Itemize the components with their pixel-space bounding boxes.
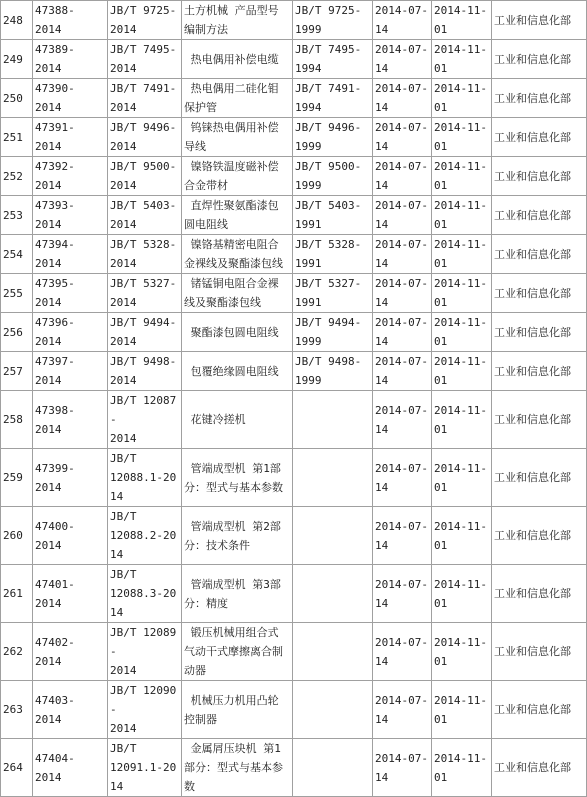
issue-date-cell: 2014-07- 14: [373, 391, 432, 449]
table-row: [1, 681, 587, 739]
standard-number-cell: JB/T 12088.2-2014: [108, 507, 182, 565]
row-number-cell: 248: [1, 1, 33, 40]
table-row: [1, 118, 587, 157]
standard-name-cell: 机械压力机用凸轮 控制器: [182, 681, 293, 739]
standard-number-cell: JB/T 9500- 2014: [108, 157, 182, 196]
replaced-standard-cell: JB/T 7495- 1994: [293, 40, 373, 79]
implementation-date-cell: 2014-11- 01: [432, 352, 492, 391]
standard-number-cell: JB/T 7491- 2014: [108, 79, 182, 118]
standard-number-cell: JB/T 12088.1-2014: [108, 449, 182, 507]
standard-number-cell: JB/T 12089- 2014: [108, 623, 182, 681]
record-code-cell: 47401- 2014: [33, 565, 108, 623]
implementation-date-cell: 2014-11- 01: [432, 391, 492, 449]
row-number-cell: 250: [1, 79, 33, 118]
row-number-cell: 251: [1, 118, 33, 157]
row-number-cell: 264: [1, 739, 33, 797]
department-cell: 工业和信息化部: [492, 681, 587, 739]
issue-date-cell: 2014-07- 14: [373, 157, 432, 196]
row-number-cell: 249: [1, 40, 33, 79]
row-number-cell: 257: [1, 352, 33, 391]
standard-name-cell: 镍铬基精密电阻合 金裸线及聚酯漆包线: [182, 235, 293, 274]
standard-name-cell: 直焊性聚氨酯漆包 圆电阻线: [182, 196, 293, 235]
standard-name-cell: 热电偶用补偿电缆: [182, 40, 293, 79]
standard-number-cell: JB/T 9498- 2014: [108, 352, 182, 391]
record-code-cell: 47399- 2014: [33, 449, 108, 507]
table-row: [1, 235, 587, 274]
row-number-cell: 260: [1, 507, 33, 565]
issue-date-cell: 2014-07- 14: [373, 79, 432, 118]
replaced-standard-cell: [293, 623, 373, 681]
implementation-date-cell: 2014-11- 01: [432, 1, 492, 40]
implementation-date-cell: 2014-11- 01: [432, 313, 492, 352]
department-cell: 工业和信息化部: [492, 739, 587, 797]
record-code-cell: 47391- 2014: [33, 118, 108, 157]
department-cell: 工业和信息化部: [492, 40, 587, 79]
standard-name-cell: 管端成型机 第3部 分：精度: [182, 565, 293, 623]
record-code-cell: 47389- 2014: [33, 40, 108, 79]
row-number-cell: 254: [1, 235, 33, 274]
record-code-cell: 47388- 2014: [33, 1, 108, 40]
record-code-cell: 47402- 2014: [33, 623, 108, 681]
issue-date-cell: 2014-07- 14: [373, 235, 432, 274]
standard-name-cell: 土方机械 产品型号 编制方法: [182, 1, 293, 40]
standard-name-cell: 聚酯漆包圆电阻线: [182, 313, 293, 352]
issue-date-cell: 2014-07- 14: [373, 739, 432, 797]
table-row: [1, 623, 587, 681]
standard-name-cell: 包覆绝缘圆电阻线: [182, 352, 293, 391]
table-row: [1, 739, 587, 797]
department-cell: 工业和信息化部: [492, 196, 587, 235]
replaced-standard-cell: [293, 739, 373, 797]
department-cell: 工业和信息化部: [492, 79, 587, 118]
table-row: [1, 196, 587, 235]
row-number-cell: 255: [1, 274, 33, 313]
table-row: [1, 157, 587, 196]
implementation-date-cell: 2014-11- 01: [432, 274, 492, 313]
department-cell: 工业和信息化部: [492, 623, 587, 681]
record-code-cell: 47400- 2014: [33, 507, 108, 565]
issue-date-cell: 2014-07- 14: [373, 40, 432, 79]
row-number-cell: 263: [1, 681, 33, 739]
table-row: [1, 507, 587, 565]
replaced-standard-cell: JB/T 9498- 1999: [293, 352, 373, 391]
standard-name-cell: 管端成型机 第2部 分：技术条件: [182, 507, 293, 565]
standard-name-cell: 钨铼热电偶用补偿 导线: [182, 118, 293, 157]
record-code-cell: 47394- 2014: [33, 235, 108, 274]
record-code-cell: 47397- 2014: [33, 352, 108, 391]
standard-number-cell: JB/T 5328- 2014: [108, 235, 182, 274]
issue-date-cell: 2014-07- 14: [373, 118, 432, 157]
replaced-standard-cell: [293, 565, 373, 623]
table-row: [1, 79, 587, 118]
record-code-cell: 47396- 2014: [33, 313, 108, 352]
issue-date-cell: 2014-07- 14: [373, 196, 432, 235]
implementation-date-cell: 2014-11- 01: [432, 507, 492, 565]
standard-number-cell: JB/T 12090- 2014: [108, 681, 182, 739]
implementation-date-cell: 2014-11- 01: [432, 623, 492, 681]
standard-number-cell: JB/T 5327- 2014: [108, 274, 182, 313]
department-cell: 工业和信息化部: [492, 274, 587, 313]
standard-name-cell: 金属屑压块机 第1 部分：型式与基本参 数: [182, 739, 293, 797]
implementation-date-cell: 2014-11- 01: [432, 40, 492, 79]
standard-name-cell: 锗锰铜电阻合金裸 线及聚酯漆包线: [182, 274, 293, 313]
issue-date-cell: 2014-07- 14: [373, 313, 432, 352]
standard-number-cell: JB/T 12091.1-2014: [108, 739, 182, 797]
department-cell: 工业和信息化部: [492, 157, 587, 196]
replaced-standard-cell: [293, 391, 373, 449]
record-code-cell: 47404- 2014: [33, 739, 108, 797]
department-cell: 工业和信息化部: [492, 507, 587, 565]
replaced-standard-cell: JB/T 5327- 1991: [293, 274, 373, 313]
table-row: [1, 313, 587, 352]
standard-number-cell: JB/T 5403- 2014: [108, 196, 182, 235]
row-number-cell: 253: [1, 196, 33, 235]
standard-name-cell: 热电偶用二硅化钼 保护管: [182, 79, 293, 118]
issue-date-cell: 2014-07- 14: [373, 623, 432, 681]
implementation-date-cell: 2014-11- 01: [432, 449, 492, 507]
table-row: [1, 391, 587, 449]
implementation-date-cell: 2014-11- 01: [432, 235, 492, 274]
record-code-cell: 47403- 2014: [33, 681, 108, 739]
table-row: [1, 1, 587, 40]
issue-date-cell: 2014-07- 14: [373, 274, 432, 313]
implementation-date-cell: 2014-11- 01: [432, 565, 492, 623]
issue-date-cell: 2014-07- 14: [373, 681, 432, 739]
record-code-cell: 47392- 2014: [33, 157, 108, 196]
replaced-standard-cell: JB/T 5403- 1991: [293, 196, 373, 235]
row-number-cell: 261: [1, 565, 33, 623]
implementation-date-cell: 2014-11- 01: [432, 196, 492, 235]
table-row: [1, 565, 587, 623]
standard-name-cell: 镍铬铁温度磁补偿 合金带材: [182, 157, 293, 196]
implementation-date-cell: 2014-11- 01: [432, 157, 492, 196]
standard-name-cell: 锻压机械用组合式 气动干式摩擦离合制 动器: [182, 623, 293, 681]
replaced-standard-cell: [293, 507, 373, 565]
row-number-cell: 259: [1, 449, 33, 507]
standard-number-cell: JB/T 12087- 2014: [108, 391, 182, 449]
department-cell: 工业和信息化部: [492, 565, 587, 623]
record-code-cell: 47390- 2014: [33, 79, 108, 118]
replaced-standard-cell: JB/T 5328- 1991: [293, 235, 373, 274]
row-number-cell: 256: [1, 313, 33, 352]
department-cell: 工业和信息化部: [492, 235, 587, 274]
replaced-standard-cell: JB/T 9725- 1999: [293, 1, 373, 40]
department-cell: 工业和信息化部: [492, 391, 587, 449]
replaced-standard-cell: JB/T 7491- 1994: [293, 79, 373, 118]
record-code-cell: 47398- 2014: [33, 391, 108, 449]
row-number-cell: 252: [1, 157, 33, 196]
department-cell: 工业和信息化部: [492, 313, 587, 352]
issue-date-cell: 2014-07- 14: [373, 449, 432, 507]
department-cell: 工业和信息化部: [492, 352, 587, 391]
replaced-standard-cell: JB/T 9494- 1999: [293, 313, 373, 352]
table-row: [1, 274, 587, 313]
standard-number-cell: JB/T 9725- 2014: [108, 1, 182, 40]
record-code-cell: 47393- 2014: [33, 196, 108, 235]
issue-date-cell: 2014-07- 14: [373, 1, 432, 40]
implementation-date-cell: 2014-11- 01: [432, 79, 492, 118]
row-number-cell: 258: [1, 391, 33, 449]
standard-number-cell: JB/T 9494- 2014: [108, 313, 182, 352]
implementation-date-cell: 2014-11- 01: [432, 739, 492, 797]
standards-table-body: [1, 1, 587, 797]
implementation-date-cell: 2014-11- 01: [432, 681, 492, 739]
table-row: [1, 352, 587, 391]
table-row: [1, 40, 587, 79]
standard-number-cell: JB/T 9496- 2014: [108, 118, 182, 157]
department-cell: 工业和信息化部: [492, 1, 587, 40]
replaced-standard-cell: JB/T 9500- 1999: [293, 157, 373, 196]
issue-date-cell: 2014-07- 14: [373, 507, 432, 565]
table-row: [1, 449, 587, 507]
issue-date-cell: 2014-07- 14: [373, 565, 432, 623]
issue-date-cell: 2014-07- 14: [373, 352, 432, 391]
standard-name-cell: 花键冷搓机: [182, 391, 293, 449]
record-code-cell: 47395- 2014: [33, 274, 108, 313]
standard-name-cell: 管端成型机 第1部 分：型式与基本参数: [182, 449, 293, 507]
standard-number-cell: JB/T 7495- 2014: [108, 40, 182, 79]
implementation-date-cell: 2014-11- 01: [432, 118, 492, 157]
replaced-standard-cell: JB/T 9496- 1999: [293, 118, 373, 157]
department-cell: 工业和信息化部: [492, 449, 587, 507]
standard-number-cell: JB/T 12088.3-2014: [108, 565, 182, 623]
row-number-cell: 262: [1, 623, 33, 681]
department-cell: 工业和信息化部: [492, 118, 587, 157]
replaced-standard-cell: [293, 681, 373, 739]
replaced-standard-cell: [293, 449, 373, 507]
